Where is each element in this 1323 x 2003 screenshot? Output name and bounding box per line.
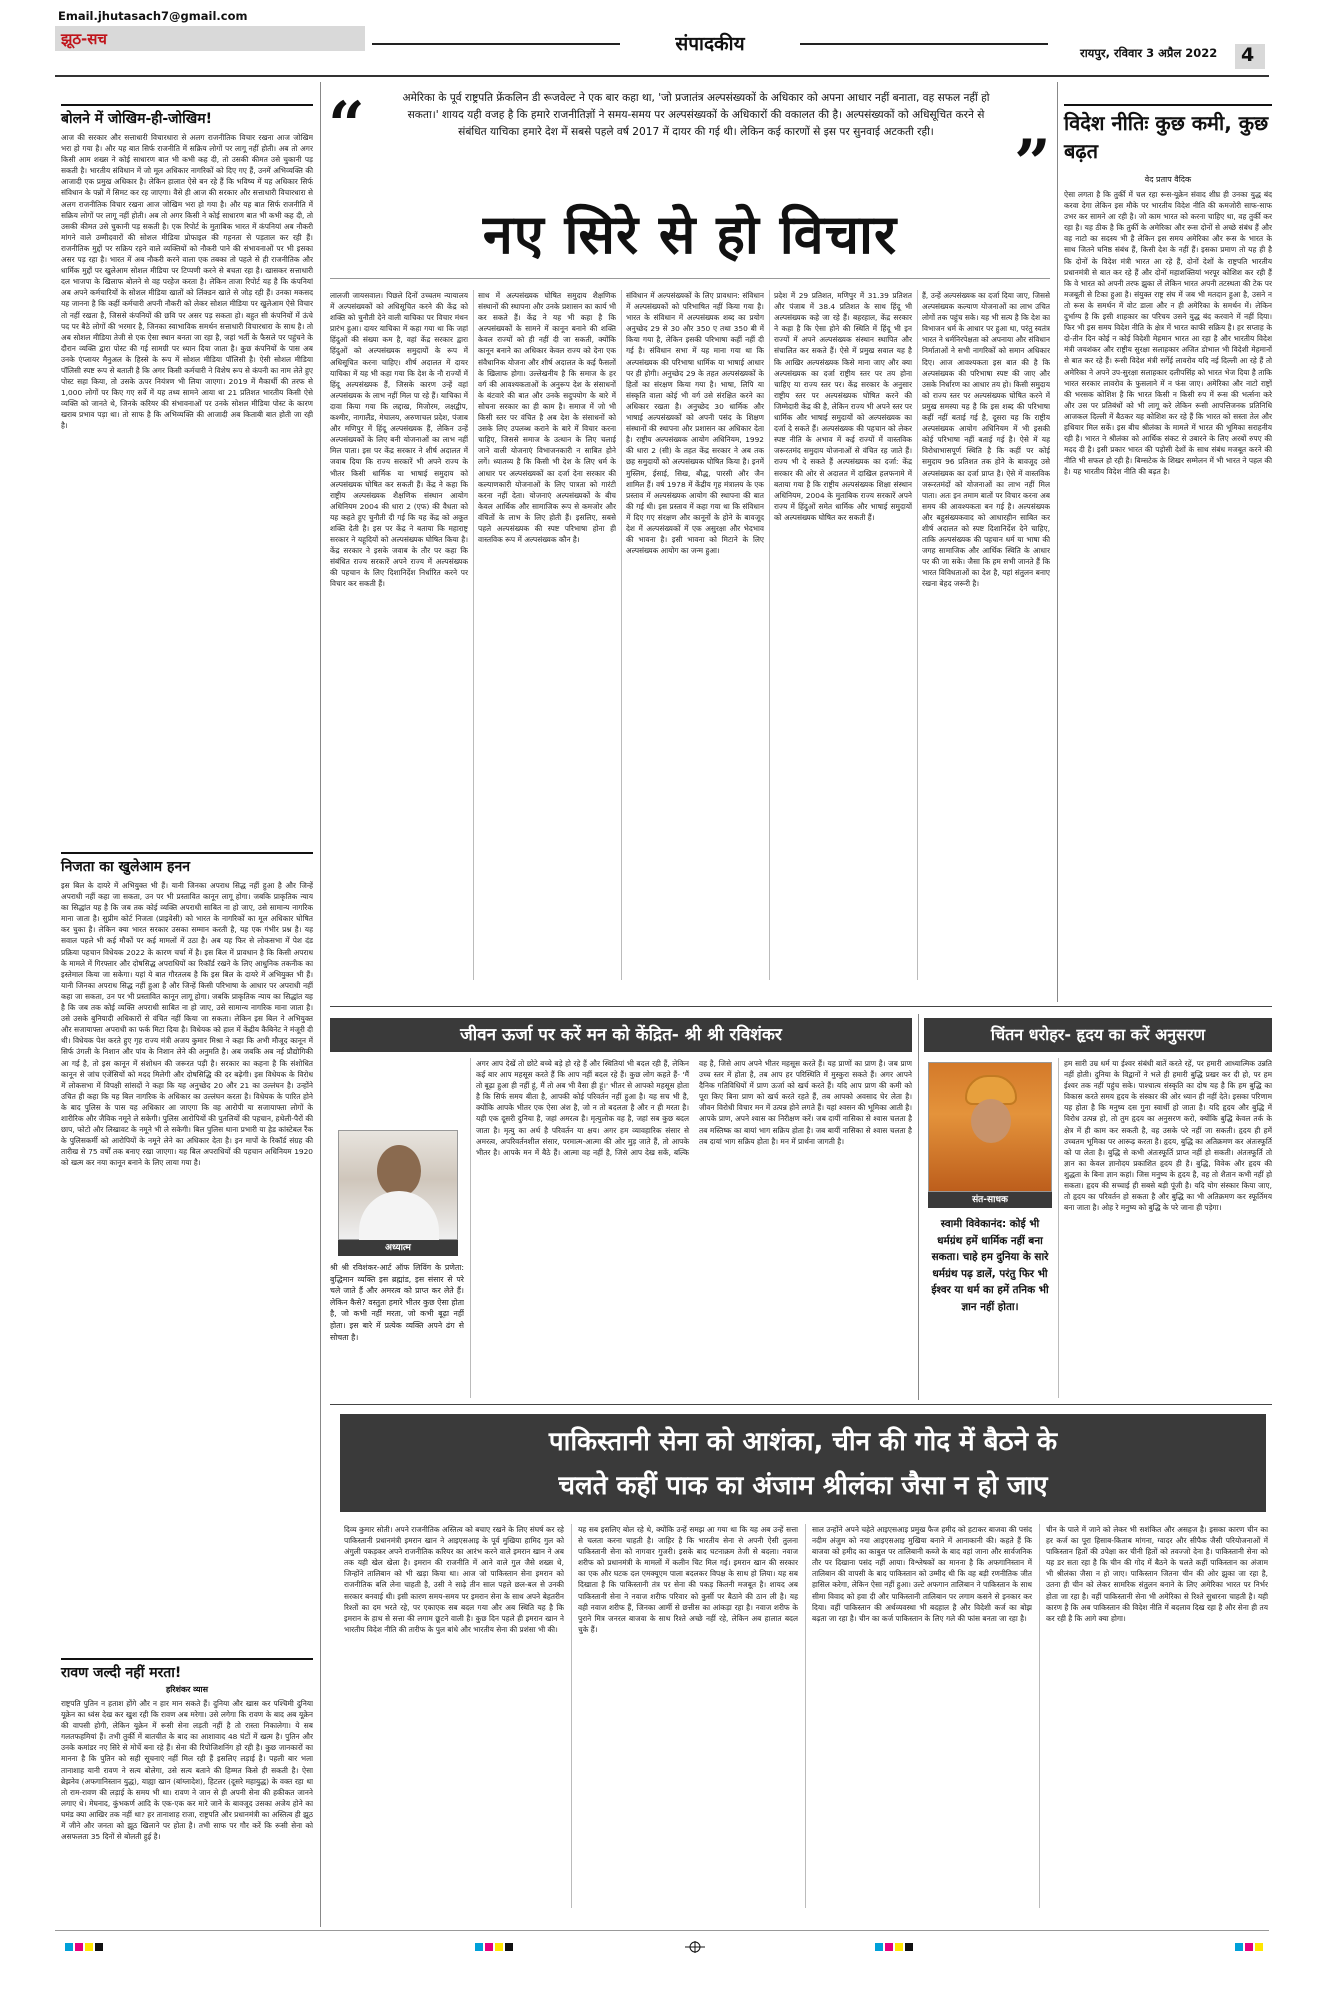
lead-column-5: हैं, उन्हें अल्पसंख्यक का दर्जा दिया जाए, जिससे अल्पसंख्यक कल्याण योजनाओं का लाभ उचित लोगों तक पहुंच सके। यह भी सत्य है कि देश का विभाजन धर्म के आधार पर हुआ था, परंतु स्वतंत्र भारत ने धर्मनिरपेक्षता को अपनाया और संविधान निर्माताओं ने सभी नागरिकों को समान अधिकार दिए। आज आवश्यकता इस बात की है कि अल्पसंख्यक की परिभाषा स्पष्ट की जाए और उसके निर्धारण का आधार तय हो। किसी समुदाय को राज्य स्तर पर अल्पसंख्यक घोषित करने में प्रमुख समस्या यह है कि इस शब्द की परिभाषा कहीं नहीं बताई गई है, दूसरा यह कि राष्ट्रीय अल्पसंख्यक आयोग अधिनियम में भी इसकी कोई परिभाषा नहीं बताई गई है। ऐसे में यह विरोधाभासपूर्ण स्थिति है कि कहीं पर कोई समुदाय 96 प्रतिशत तक होने के बावजूद उसे अल्पसंख्यक का दर्जा प्राप्त है। ऐसे में वास्तविक जरूरतमंदों को योजनाओं का लाभ नहीं मिल पाता। अतः इन तमाम बातों पर विचार करना अब समय की आवश्यकता बन गई है। अल्पसंख्यक और बहुसंख्यकवाद को आधारहीन साबित कर शीर्ष अदालत को स्पष्ट दिशानिर्देश देने चाहिए, ताकि अल्पसंख्यक की पहचान धर्म या भाषा की जगह सामाजिक और आर्थिक स्थिति के आधार पर की जा सके। जैसा कि हम सभी जानते हैं कि भारत विविधताओं का देश है, यहां संतुलन बनाए रखना बेहद जरूरी है।: [922, 291, 1050, 589]
article-3-heading: रावण जल्दी नहीं मरता!: [61, 1658, 313, 1682]
ravishankar-heading: जीवन ऊर्जा पर करें मन को केंद्रित- श्री श्री रविशंकर: [460, 1025, 782, 1045]
chintan-rule-mid: [1058, 1058, 1059, 1398]
pakistan-heading-line-2: चलते कहीं पाक का अंजाम श्रीलंका जैसा न हो जाए: [558, 1471, 1048, 1501]
pakistan-col-rule-2: [805, 1524, 806, 1908]
pakistan-heading-line-1: पाकिस्तानी सेना को आशंका, चीन की गोद में बैठने के: [548, 1427, 1058, 1457]
registration-marks-svg: [55, 1941, 1269, 1953]
article-3-byline: हरिशंकर व्यास: [165, 1685, 209, 1694]
ravishankar-caption: अध्यात्म: [385, 1243, 411, 1253]
chintan-body: हम सारी उम्र धर्म या ईश्वर संबंधी बातें करते रहें, पर हमारी आध्यात्मिक उन्नति नहीं होती। दुनिया के विद्वानों ने भले ही हमारी बुद्धि प्रखर कर दी हो, पर हम ईश्वर तक नहीं पहुंच सके। पाश्चात्य संस्कृति का दोष यह है कि हम बुद्धि का विकास करते समय हृदय के संस्कार की ओर ध्यान ही नहीं देते। इसका परिणाम यह होता है कि मनुष्य दस गुना स्वार्थी हो जाता है। यदि हृदय और बुद्धि में विरोध उत्पन्न हो, तो तुम हृदय का अनुसरण करो, क्योंकि बुद्धि केवल तर्क के क्षेत्र में ही काम कर सकती है, वह उसके परे नहीं जा सकती। हृदय ही हमें उच्चतम भूमिका पर आरूढ़ करता है। हृदय, बुद्धि का अतिक्रमण कर अंतःस्फूर्ति को पा लेता है। बुद्धि से कभी अंतःस्फूर्ति प्राप्त नहीं हो सकती। अंतःस्फूर्ति तो ज्ञान का केवल ज्ञानोदय प्रकाशित हृदय ही है। बुद्धि, विवेक और हृदय की शुद्धता के बिना ज्ञान कहां। जिस मनुष्य के हृदय है, वह तो शैतान कभी नहीं हो सकता। हृदय की सच्चाई ही सबसे बड़ी पूंजी है। यदि योग संस्कार किया जाए, तो हृदय का परिवर्तन हो सकता है और बुद्धि का भी अतिक्रमण कर स्फूर्तिमय बना जाता है। ओह रे मनुष्य को बुद्धि के परे जाना ही पड़ेगा।: [1064, 1059, 1272, 1213]
vivekananda-quote: स्वामी विवेकानंद: कोई भी धर्मग्रंथ हमें धार्मिक नहीं बना सकता। चाहे हम दुनिया के सारे धर्मग्रंथ पढ़ डालें, परंतु फिर भी ईश्वर या धर्म का हमें तनिक भी ज्ञान नहीं होता।: [931, 1218, 1049, 1313]
right-column-rule: [1057, 82, 1058, 1002]
lead-col-rule-4: [917, 290, 918, 980]
lead-quote: अमेरिका के पूर्व राष्ट्रपति फ्रेंकलिन डी रूजवेल्ट ने एक बार कहा था, 'जो प्रजातंत्र अल्पसंख्यकों के अधिकार को अपना आधार नहीं बनाता, वह सफल नहीं हो सकता।' शायद यही वजह है कि हमारे राजनीतिज्ञों ने समय-समय पर अल्पसंख्यकों के अधिकारों की वकालत की है। अल्पसंख्यकों को अधिसूचित करने से संबंधित याचिका हमारे देश में सबसे पहले वर्ष 2017 में दायर की गई थी। लेकिन कई कारणों से इस पर सुनवाई अटकती रही।: [402, 92, 990, 138]
chintan-caption-bar: [928, 1192, 1052, 1208]
pakistan-heading-band: [340, 1414, 1266, 1512]
section-label: संपादकीय: [620, 30, 800, 56]
right-article-heading: विदेश नीतिः कुछ कमी, कुछ बढ़त: [1064, 104, 1272, 166]
lead-col-rule-1: [473, 290, 474, 980]
brand-box: [55, 26, 365, 51]
lead-headline-rule: [330, 278, 1050, 279]
open-quote-mark: “: [328, 88, 365, 163]
close-quote-mark: ”: [1014, 126, 1051, 201]
pakistan-col-rule-3: [1039, 1524, 1040, 1908]
bottom-section-rule: [330, 1404, 1272, 1405]
pakistan-column-2: यह सब इसलिए बोल रहे थे, क्योंकि उन्हें समझ आ गया था कि यह अब उन्हें सत्ता से चलता करना चाहती है। जाहिर है कि भारतीय सेना से अपनी ऐसी तुलना पाकिस्तानी सेना को नागवार गुजरी। इसके बाद घटनाक्रम तेजी से बदला। नवाज शरीफ को प्रधानमंत्री के मामलों में कलीन चिट मिल गई। इमरान खान की सरकार का एक और घटक दल एमक्यूएम पाला बदलकर विपक्ष के साथ हो लिया। यह सब दिखाता है कि पाकिस्तानी तंत्र पर सेना की पकड़ कितनी मजबूत है। शायद अब पाकिस्तानी सेना ने नवाज शरीफ परिवार को कुर्सी पर बैठाने की ठान ली है। यह वही नवाज शरीफ हैं, जिनका आर्मी से छत्तीस का आंकड़ा रहा है। नवाज शरीफ के पुराने मित्र जनरल बाजवा के साथ रिश्ते अच्छे नहीं रहे, लेकिन अब हालात बदल चुके हैं।: [578, 1525, 798, 1634]
lead-column-1: लालजी जायसवाल। पिछले दिनों उच्चतम न्यायालय में अल्पसंख्यकों को अधिसूचित करने की केंद्र को शक्ति को चुनौती देने वाली याचिका पर विचार मंथन प्रारंभ हुआ। दायर याचिका में कहा गया था कि जहां हिंदुओं की संख्या कम है, वहां केंद्र सरकार द्वारा हिंदुओं को अल्पसंख्यक समुदायों के रूप में अधिसूचित करना चाहिए। शीर्ष अदालत में दायर याचिका में यह भी कहा गया कि देश के नौ राज्यों में हिंदू अल्पसंख्यक हैं, जिसके कारण उन्हें वहां अल्पसंख्यक के लाभ नहीं मिल पा रहे हैं। याचिका में दावा किया गया कि लद्दाख, मिजोरम, लक्षद्वीप, कश्मीर, नागालैंड, मेघालय, अरुणाचल प्रदेश, पंजाब और मणिपुर में हिंदू अल्पसंख्यक हैं, लेकिन उन्हें अल्पसंख्यकों के लिए बनी योजनाओं का लाभ नहीं मिल पाता। इस पर केंद्र सरकार ने शीर्ष अदालत में जवाब दिया कि राज्य सरकारें भी अपने राज्य के भीतर किसी धार्मिक या भाषाई समुदाय को अल्पसंख्यक घोषित कर सकती हैं। केंद्र ने कहा कि राष्ट्रीय अल्पसंख्यक शैक्षणिक संस्थान आयोग अधिनियम 2004 की धारा 2 (एफ) की वैधता को यह कहते हुए चुनौती दी गई कि यह केंद्र को अकूत शक्ति देती है। इस पर केंद्र ने बताया कि महाराष्ट्र सरकार ने यहूदियों को अल्पसंख्यक घोषित किया है। केंद्र सरकार ने इसके जवाब के तौर पर कहा कि संबंधित राज्य सरकारें अपने राज्य में अल्पसंख्यक की पहचान के लिए दिशानिर्देश निर्धारित करने पर विचार कर सकती हैं।: [330, 291, 468, 589]
brand-name: झूठ-सच: [61, 30, 107, 48]
ravishankar-heading-band: [330, 1018, 912, 1052]
article-1-heading: बोलने में जोखिम-ही-जोखिम!: [61, 104, 313, 128]
lead-column-3: संविधान में अल्पसंख्यकों के लिए प्रावधान: संविधान में अल्पसंख्यकों को परिभाषित नहीं किया गया है। भारत के संविधान में अल्पसंख्यक शब्द का प्रयोग अनुच्छेद 29 से 30 और 350 ए तथा 350 बी में किया गया है, लेकिन इसकी परिभाषा कहीं नहीं दी गई है। संविधान सभा में यह माना गया था कि अल्पसंख्यक की परिभाषा धार्मिक या भाषाई आधार पर ही होगी। अनुच्छेद 29 के तहत अल्पसंख्यकों के हितों का संरक्षण किया गया है। भाषा, लिपि या संस्कृति वाला कोई भी वर्ग उसे संरक्षित करने का अधिकार रखता है। अनुच्छेद 30 धार्मिक और भाषाई अल्पसंख्यकों को अपनी पसंद के शिक्षण संस्थानों की स्थापना और प्रशासन का अधिकार देता है। राष्ट्रीय अल्पसंख्यक आयोग अधिनियम, 1992 की धारा 2 (सी) के तहत केंद्र सरकार ने अब तक छह समुदायों को अल्पसंख्यक घोषित किया है। इनमें मुस्लिम, ईसाई, सिख, बौद्ध, पारसी और जैन शामिल हैं। वर्ष 1978 में केंद्रीय गृह मंत्रालय के एक प्रस्ताव में अल्पसंख्यक आयोग की स्थापना की बात की गई थी। इस प्रस्ताव में कहा गया था कि संविधान में दिए गए संरक्षण और कानूनों के होने के बावजूद देश में अल्पसंख्यकों में एक असुरक्षा और भेदभाव की भावना है। इसी भावना को मिटाने के लिए अल्पसंख्यक आयोग का जन्म हुआ।: [626, 291, 764, 556]
pakistan-column-4: चीन के पाले में जाने को लेकर भी सशंकित और असहज है। इसका कारण चीन का हर कर्ज का पूरा हिसाब-किताब मांगना, ग्वादर और सीपैक जैसी परियोजनाओं में पाकिस्तान हितों की उपेक्षा कर चीनी हितों को तवज्जो देना है। पाकिस्तानी सेना को यह डर सता रहा है कि चीन की गोद में बैठने के चलते कहीं पाकिस्तान का अंजाम भी श्रीलंका जैसा न हो जाए। पाकिस्तान जितना चीन की ओर झुका जा रहा है, उतना ही चीन को लेकर सामरिक संतुलन बनाने के लिए अमेरिका भारत पर निर्भर होता जा रहा है। वहीं पाकिस्तानी सेना भी अमेरिका से रिश्ते सुधारना चाहती है। यही कारण है कि अब पाकिस्तान की विदेश नीति में बदलाव दिख रहा है और सेना ही तय कर रही है कि आगे क्या होगा।: [1046, 1525, 1268, 1623]
right-article-body: ऐसा लगता है कि तुर्की में चल रहा रूस-यूक्रेन संवाद शीघ्र ही उनका युद्ध बंद करवा देगा लेकिन इस मौके पर भारतीय विदेश नीति की कमजोरी साफ-साफ उभर कर सामने आ रही है। जो काम भारत को करना चाहिए था, वह तुर्की कर रहा है। यह ठीक है कि तुर्की के अमेरिका और रूस दोनों से अच्छे संबंध हैं और वह नाटो का सदस्य भी है लेकिन इस समय अमेरिका और रूस के भारत के साथ जितने घनिष्ठ संबंध हैं, किसी देश के नहीं हैं। इसका प्रमाण तो यह ही है कि दोनों के विदेश मंत्री भारत आ रहे हैं, दोनों देशों के राष्ट्रपति भारतीय प्रधानमंत्री से बात कर रहे हैं और दोनों महाशक्तियां भरपूर कोशिश कर रही हैं कि वे भारत को अपनी तरफ झुका लें लेकिन भारत अपनी तटस्थता की टेक पर मजबूती से टिका हुआ है। संयुक्त राष्ट्र संघ में जब भी मतदान हुआ है, उसने न तो रूस के समर्थन में वोट डाला और न ही अमेरिका के समर्थन में। लेकिन दुर्भाग्य है कि इसी शाहकार का परिचय उसने युद्ध बंद करवाने में नहीं दिया। फिर भी इस समय विदेश नीति के क्षेत्र में भारत काफी सक्रिय है। हर सप्ताह के दो-तीन दिन कोई न कोई विदेशी मेहमान भारत आ रहा है और भारतीय विदेश मंत्री जयशंकर और राष्ट्रीय सुरक्षा सलाहकार अजित डोभाल भी विदेशी मेहमानों से बात कर रहे हैं। रूसी विदेश मंत्री सर्गेई लावरोव यदि नई दिल्ली आ रहे हैं तो अमेरिका ने अपने उप-सुरक्षा सलाहकार दलीपसिंह को भारत भेज दिया है ताकि भारत सरकार लावरोव के फुसलाने में न फंस जाए। अमेरिका और नाटो राष्ट्रों की भरसक कोशिश है कि भारत किसी न किसी रुप में रूस की भर्त्सना करे और उस पर प्रतिबंधों को भी लागू करे लेकिन रूसी आपत्तिजनक प्रतिनिधि आजकल दिल्ली में बैठकर यह कोशिश कर रहे हैं कि भारत को सस्ता तेल और हथियार मिल सकें। इस बीच श्रीलंका के मामले में भारत की भूमिका सराहनीय रही है। भारत ने श्रीलंका को आर्थिक संकट से उबारने के लिए अरबों रुपए की मदद दी है। इसी प्रकार भारत की पड़ोसी देशों के साथ संबंध मजबूत करने की नीति भी सफल हो रही है। बिम्सटेक के शिखर सम्मेलन में भी भारत ने पहल की है। यह भारतीय विदेश नीति की बढ़त है।: [1064, 190, 1272, 477]
chintan-rule-left: [918, 1014, 919, 1400]
pakistan-col-rule-1: [571, 1524, 572, 1908]
lead-column-2: साथ में अल्पसंख्यक घोषित समुदाय शैक्षणिक संस्थानों की स्थापना और उनके प्रशासन का कार्य भी कर सकते हैं। केंद्र ने यह भी कहा है कि अल्पसंख्यकों के सामने में कानून बनाने की शक्ति केवल राज्यों को ही नहीं दी जा सकती, क्योंकि कानून बनाने का अधिकार केवल राज्य को देना एक संवैधानिक योजना और शीर्ष अदालत के कई फैसलों के खिलाफ होगा। उल्लेखनीय है कि समाज के हर वर्ग की आवश्यकताओं के अनुरूप देश के संसाधनों के बंटवारे की बात और उनके सदुपयोग के बारे में सोचना सरकार का ही काम है। समाज में जो भी किसी स्तर पर वंचित है अब देश के संसाधनों को उसके लिए उपलब्ध कराने के बारे में विचार करना चाहिए, जिससे समाज के उत्थान के लिए चलाई जाने वाली योजनाएं विभाजनकारी न साबित होने लगें। ध्यातव्य है कि किसी भी देश के लिए धर्म के आधार पर अल्पसंख्यकों का दर्जा देना सरकार की कल्याणकारी योजनाओं के लिए पात्रता को गारंटी करना नहीं देता। योजनाएं अल्पसंख्यकों के बीच केवल आर्थिक और सामाजिक रूप से कमजोर और वंचितों के लाभ के लिए होती हैं। इसलिए, सबसे पहले अल्पसंख्यक की स्पष्ट परिभाषा होना ही वास्तविक रूप में अल्पसंख्यक कौन है।: [478, 291, 616, 545]
pakistan-column-1: दिव्य कुमार सोती। अपने राजनीतिक अस्तित्व को बचाए रखने के लिए संघर्ष कर रहे पाकिस्तानी प्रधानमंत्री इमरान खान ने आइएसआइ के पूर्व मुखिया हामिद गुल को अंगुली पकड़कर अपने राजनीतिक करियर का आरंभ करने वाले इमरान खान ने अब तक यही खेल खेला है। इमरान की राजनीति में आने वाले गुल जैसे शख्स थे, जिन्होंने तालिबान को भी खड़ा किया था। आज जो पाकिस्तान सेना इमरान को राजनीतिक बलि लेना चाहती है, उसी ने साढ़े तीन साल पहले छल-बल से उनकी सरकार बनवाई थी। इसी कारण समय-समय पर इमरान सेना के साथ अपने बेहतरीन रिश्तों का दम भरते रहे, पर एकाएक सब बदल गया और अब स्थिति यह है कि इमरान के हाथ से सत्ता की लगाम छूटने वाली है। कुछ दिन पहले ही इमरान खान ने भारतीय विदेश नीति की तारीफ के पुल बांधे और भारतीय सेना की प्रशंसा भी की।: [344, 1525, 564, 1634]
lead-col-rule-2: [621, 290, 622, 980]
mid-section-rule: [330, 1006, 1272, 1007]
footer-rule: [55, 1930, 1269, 1931]
right-column: [1064, 104, 1272, 1004]
pakistan-column-3: साल उन्होंने अपने चहेते आइएसआइ प्रमुख फैज हमीद को हटाकर बाजवा की पसंद नदीम अंजुम को नया आइएसआइ मुखिया बनाने में आनाकानी की। कहते हैं कि बाजवा को हमीद का काबुल पर तालिबानी कब्जे के बाद वहां जाना और सार्वजनिक तौर पर दिखाना पसंद नहीं आया। विश्लेषकों का मानना है कि अफगानिस्तान में तालिबान की वापसी के बाद पाकिस्तान को उम्मीद थी कि वह बड़ी रणनीतिक जीत हासिल करेगा, लेकिन ऐसा नहीं हुआ। उल्टे अफगान तालिबान ने पाकिस्तान के साथ सीमा विवाद को हवा दी और पाकिस्तानी तालिबान पर लगाम कसने से इनकार कर दिया। वहीं पाकिस्तान की अर्थव्यवस्था भी बदहाल है और विदेशी कर्ज का बोझ बढ़ता जा रहा है। चीन का कर्ज पाकिस्तान के लिए गले की फांस बनता जा रहा है।: [812, 1525, 1032, 1623]
masthead: [0, 0, 1323, 66]
article-1-body: आज की सरकार और सत्ताधारी विचारधारा से अलग राजनीतिक विचार रखना आज जोखिम भरा हो गया है। और यह बात सिर्फ राजनीति में सक्रिय लोगों पर लागू नहीं होती। अब तो अगर किसी आम शख्स ने कोई साधारण बात भी कभी कह दी, तो उसकी कीमत उसे चुकानी पड़ सकती है। भारतीय संविधान में जो मूल अधिकार नागरिकों को दिए गए हैं, उनमें अभिव्यक्ति की आजादी एक प्रमुख अधिकार है। लेकिन हालात ऐसे बन रहे हैं कि भविष्य में यह अधिकार सिर्फ संविधान के पन्नों में सिमट कर रह जाएगा। वैसे ही आज की सरकार और सत्ताधारी विचारधारा से अलग राजनीतिक विचार रखना आज जोखिम भरा हो गया है। और यह बात सिर्फ राजनीति में सक्रिय लोगों पर लागू नहीं होती। अब तो अगर किसी ने कोई साधारण बात भी कभी कह दी, तो उसकी कीमत उसे चुकानी पड़ सकती है। एक रिपोर्ट के मुताबिक भारत में कंपनियां अब नौकरी मांगने वाले उम्मीदवारों की सोशल मीडिया प्रोफाइल की गहनता से पड़ताल कर रही हैं। राजनीतिक मुद्दों पर सक्रिय रहने वाले व्यक्तियों को नौकरी पाने की संभावनाओं पर भी इसका असर पड़ रहा है। भारत में अब नौकरी करने वाला एक तबका तो पहले से ही राजनीतिक और धार्मिक मुद्दों पर खुलेआम सोशल मीडिया पर टिप्पणी करने से बचता रहा है। खासकर सत्ताधारी दल भाजपा के खिलाफ बोलने से वह परहेज करता है। लेकिन ताजा रिपोर्ट यह है कि कंपनियां अब अपने कर्मचारियों के सोशल मीडिया खातों को लिंक्डन खाते से जोड़ रही हैं। उनका मकसद यह जानना है कि कहीं कर्मचारी अपनी नौकरी को लेकर सोशल मीडिया पर खुलेआम ऐसे विचार तो नहीं रखता है, जिससे कंपनियों की छवि पर असर पड़ सकता हो। बहुत सी कंपनियों में ऊंचे पद पर बैठे लोगों की भरमार है, जिनका स्वाभाविक समर्थन सत्ताधारी विचारधारा के साथ है। तो अब सोशल मीडिया तेजी से एक ऐसा स्थान बनता जा रहा है, जहां भर्ती के फैसले पर पहुंचने के दौरान व्यक्ति द्वारा पोस्ट की गई सामग्री पर ध्यान दिया जाता है। कुछ कंपनियों के पास अब उनके एंप्लायर मैनुअल के हिस्से के रूप में सोशल मीडिया पॉलिसी है। ऐसी सोशल मीडिया पॉलिसी स्पष्ट रूप से बताती है कि अगर किसी कर्मचारी ने विशेष रूप से कंपनी का नाम लेते हुए पोस्ट सहा किया, तो उसके ऊपर नियंत्रण भी लिया जाएगा। 2019 में मैकार्थी की तरफ से 1,000 लोगों पर किए गए सर्वे में यह तथ्य सामने आया था 21 प्रतिशत भारतीय किसी ऐसे व्यक्ति को जानते थे, जिनके करियर की संभावनाओं पर उनके सोशल मीडिया पोस्ट के कारण खराब प्रभाव पड़ा था। तो साफ है कि अभिव्यक्ति की आजादी अब किताबी बात होती जा रही है।: [61, 133, 313, 431]
ravishankar-body: अगर आप देखें तो छोटे बच्चे बड़े हो रहे हैं और स्थितियां भी बदल रही हैं, लेकिन कई बार आप महसूस करते हैं कि आप नहीं बदल रहे हैं। कुछ लोग कहते हैं- 'मैं तो बूढ़ा हुआ ही नहीं हूं, मैं तो अब भी वैसा ही हूं।' भीतर से आपको महसूस होता है कि सिर्फ समय बीता है, आपकी कोई परिवर्तन नहीं हुआ है। यह सच भी है, क्योंकि आपके भीतर एक ऐसा अंश है, जो न तो बदलता है और न ही मरता है। यही एक दूसरी दुनिया है, जहां अमरत्व है। मृत्युलोक वह है, जहां सब कुछ बदल जाता है। मृत्यु का अर्थ है परिवर्तन या क्षय। अगर हम व्यावहारिक संसार से अमरत्व, अपरिवर्तनशील संसार, परमात्म-आत्मा की ओर मुड़ जाते हैं, तो आपके भीतर है। आपके मन में बैठे हैं। आत्मा वह नहीं है, जिसे आप देख सकें, बल्कि वह है, जिसे आप अपने भीतर महसूस करते हैं। यह प्राणों का प्राण है। जब प्राण उच्च स्तर में होता है, तब आप हर परिस्थिति में मुस्कुरा सकते हैं। अगर आपने दैनिक गतिविधियों में प्राण ऊर्जा को खर्च करते हैं। यदि आप प्राण की कमी को पूरा किए बिना प्राण को खर्च करते रहते हैं, तब आपको अवसाद घेर लेता है। जीवन विरोधी विचार मन में उत्पन्न होने लगते हैं। यहां श्वसन की भूमिका आती है। आपके प्राण, अपने श्वास का निरीक्षण करें। जब दायीं नासिका से श्वास चलता है तब मस्तिष्क का बायां भाग सक्रिय होता है। जब बायीं नासिका से श्वास चलता है तब दायां भाग सक्रिय होता है। मन में प्रार्थना जागती है।: [476, 1059, 912, 1157]
lead-headline: नए सिरे से हो विचार: [482, 203, 898, 266]
vivekananda-photo: [928, 1062, 1052, 1192]
page-number: 4: [1241, 44, 1255, 66]
lead-column-4: प्रदेश में 29 प्रतिशत, मणिपुर में 31.39 प्रतिशत और पंजाब में 38.4 प्रतिशत के साथ हिंदू भी अल्पसंख्यक कहे जा रहे हैं। बहरहाल, केंद्र सरकार ने कहा है कि ऐसा होने की स्थिति में हिंदू भी इन राज्यों में अपने अल्पसंख्यक संस्थान स्थापित और संचालित कर सकते हैं। ऐसे में प्रमुख सवाल यह है कि आखिर अल्पसंख्यक किसे माना जाए और क्या अल्पसंख्यक का दर्जा राष्ट्रीय स्तर पर तय होना चाहिए या राज्य स्तर पर। केंद्र सरकार के अनुसार राष्ट्रीय स्तर पर अल्पसंख्यक घोषित करने की जिम्मेदारी केंद्र की है, लेकिन राज्य भी अपने स्तर पर धार्मिक और भाषाई समुदायों को अल्पसंख्यक का दर्जा दे सकते हैं। अल्पसंख्यक की पहचान को लेकर स्पष्ट नीति के अभाव में कई राज्यों में वास्तविक जरूरतमंद समुदाय योजनाओं से वंचित रह जाते हैं। राज्य भी दे सकते हैं अल्पसंख्यक का दर्जा: केंद्र सरकार की ओर से अदालत में दाखिल हलफनामे में बताया गया है कि राष्ट्रीय अल्पसंख्यक शिक्षा संस्थान अधिनियम, 2004 के मुताबिक राज्य सरकारें अपने राज्य में हिंदुओं समेत धार्मिक और भाषाई समुदायों को अल्पसंख्यक घोषित कर सकती हैं।: [774, 291, 912, 522]
registration-marks: [55, 1938, 1269, 1950]
chintan-heading-band: [924, 1018, 1272, 1052]
ravishankar-photo: [338, 1130, 458, 1240]
article-3-body: राष्ट्रपति पुतिन न हताश होंगे और न हार मान सकते हैं। दुनिया और खास कर पश्चिमी दुनिया यूक्रेन का ध्वंस देख कर खुश रही कि रावण अब मरेगा। उसे लगेगा कि रावण के बाद अब यूक्रेन की वापसी होगी, लेकिन यूक्रेन में रूसी सेना लड़ती नहीं है तो रास्ता निकालेगा। ये सब गलतफहमियां हैं। तभी तुर्की में बातचीत के बाद का आशावाद 48 घंटों में खत्म है। पुतिन और उनके कमांडर नए सिरे से मोर्चे बना रहे हैं। सेना की रिपोजिशनिंग हो रही है। कुछ जानकारों का मानना है कि पुतिन को सही सूचनाएं नहीं मिल रही हैं इसलिए लड़ाई है। पहली बार भला तानाशाह यानी रावण ने सत्य बोलेगा, उसे सत्य बताने की हिम्मत किसे ही सकती है। ऐसा ब्रेझनेव (अफगानिस्तान युद्ध), याह्या खान (बांग्लादेश), हिटलर (दूसरे महायुद्ध) के वक्त रहा था तो राम-रावण की लड़ाई के समय भी था। रावण ने जान से ही अपनी सेना की हकीकत जानने लगाए थे। मेघनाद, कुंभकर्ण आदि के एक-एक कर मारे जाने के बावजूद उसका अजेय होने का घमंड क्या आखिर तक नहीं था? हर तानाशाह राजा, राष्ट्रपति और प्रधानमंत्री का अस्तित्व ही झूठ में जीने और जनता को झूठ खिलाने पर होता है। तभी साफ पर गौर करें कि रूसी सेना को असफलता 35 दिनों से बोलती हुई है।: [61, 1699, 313, 1842]
left-column: [61, 104, 313, 1904]
masthead-rule: [55, 75, 1269, 77]
chintan-heading: चिंतन धरोहर- हृदय का करें अनुसरण: [990, 1025, 1206, 1044]
article-2-body: इस बिल के दायरे में अभियुक्त भी हैं। यानी जिनका अपराध सिद्ध नहीं हुआ है और जिन्हें अपराधी नहीं कहा जा सकता, उन पर भी प्रस्तावित कानून लागू होगा। जबकि प्राकृतिक न्याय का सिद्धांत यह है कि जब तक कोई व्यक्ति अपराधी साबित ना हो जाए, उसे सामान्य नागरिक माना जाता है। सुप्रीम कोर्ट निजता (प्राइवेसी) को भारत के नागरिकों का मूल अधिकार घोषित कर चुका है। लेकिन क्या भारत सरकार उसका सम्मान करती है, यह एक गंभीर प्रश्न है। यह सवाल पहले भी कई मौकों पर कई मामलों में उठा है। अब यह फिर से लोकसभा में पेश दंड प्रक्रिया पहचान विधेयक 2022 के कारण चर्चा में है। इस बिल में प्रावधान है कि किसी अपराध के मामले में गिरफ्तार और दोषसिद्ध अपराधियों का रिकॉर्ड रखने के लिए आधुनिक तकनीक का इस्तेमाल किया जा सकेगा। यहां ये बात गौरतलब है कि इस बिल के दायरे में अभियुक्त भी हैं। यानी जिनका अपराध सिद्ध नहीं हुआ है और जिन्हें किसी परिभाषा के आधार पर अपराधी नहीं कहा जा सकता, उन पर भी प्रस्तावित कानून लागू होगा। जबकि प्राकृतिक न्याय का सिद्धांत यह है कि जब तक कोई व्यक्ति अपराधी साबित ना हो जाए, उसे सामान्य नागरिक माना जाता है। उसे उसके बुनियादी अधिकारों से वंचित नहीं किया जा सकता। लेकिन इस बिल ने अभियुक्त और सजायाफ्ता अपराधी का फर्क मिटा दिया है। विधेयक को हाल में केंद्रीय कैबिनेट ने मंजूरी दी थी। विधेयक पेश करते हुए गृह राज्य मंत्री अजय कुमार मिश्रा ने कहा कि अभी मौजूद कानून में सिर्फ उंगली के निशान और पांव के निशान लेने की अनुमति है। अब जबकि अब नई प्रौद्योगिकी आ गई है, तो इस कानून में संशोधन की जरूरत पड़ी है। सरकार का कहना है कि संशोधित कानून से जांच एजेंसियों को मदद मिलेगी और दोषसिद्धि की दर बढ़ेगी। इस विधेयक के विरोध में लोकसभा में विपक्षी सांसदों ने कहा कि यह अनुच्छेद 20 और 21 का उल्लंघन है। उन्होंने उचित ही कहा कि यह बिल नागरिक के अधिकार का उल्लंघन करता है। विधेयक के पारित होने के बाद पुलिस के पास यह अधिकार आ जाएगा कि वह आरोपी या सजायाफ्ता लोगों के शारीरिक और जैविक नमूने ले सकेगी। पुलिस आरोपियों की पुतलियों की पहचान, हथेली-पैरों की छाप, फोटो और लिखावट के नमूने भी ले सकेगी। बिल पुलिस थाना प्रभारी या हेड कांस्टेबल रैंक के पुलिसकर्मी को आरोपियों के नमूने लेने का अधिकार देता है। इन मापों के रिकॉर्ड संग्रह की तारीख से 75 वर्षों तक बनाए रखा जाएगा। यह बिल अपराधियों की पहचान अधिनियम 1920 को खत्म कर नया कानून बनाने के लिए लाया गया है।: [61, 881, 313, 1168]
left-column-rule: [320, 82, 321, 1927]
article-2-heading: निजता का खुलेआम हनन: [61, 852, 313, 876]
email-line: Email.jhutasach7@gmail.com: [58, 9, 248, 23]
right-article-byline: वेद प्रताप वैदिक: [1144, 175, 1192, 184]
ravishankar-rule: [470, 1058, 471, 1398]
dateline: रायपुर, रविवार 3 अप्रैल 2022: [1080, 46, 1218, 60]
chintan-caption: संत-साधक: [972, 1195, 1008, 1205]
lead-col-rule-3: [769, 290, 770, 980]
ravishankar-bio: श्री श्री रविशंकर-आर्ट ऑफ लिविंग के प्रणेता: बुद्धिमान व्यक्ति इस ब्रह्मांड, इस संसार से परे चले जाते हैं और अमरत्व को प्राप्त कर लेते हैं। लेकिन कैसे? वस्तुतः हमारे भीतर कुछ ऐसा होता है, जो कभी नहीं मरता, जो कभी बूढ़ा नहीं होता। इस बारे में प्रत्येक व्यक्ति अपने ढंग से सोचता है।: [330, 1263, 464, 1342]
ravishankar-caption-bar: [338, 1240, 458, 1256]
